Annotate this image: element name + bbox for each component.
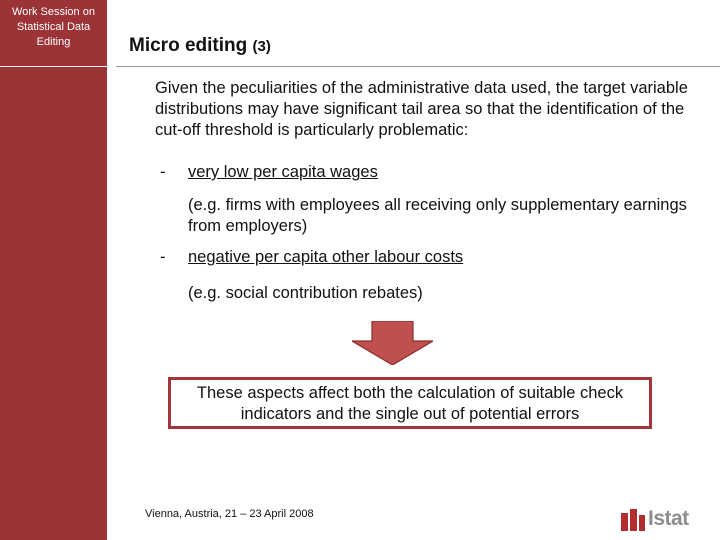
intro-paragraph: Given the peculiarities of the administrative data used, the target variable distributions may have significant tail area so that the identification of the cut-off threshold is particularly problematic:	[155, 79, 688, 139]
bullet-note: (e.g. social contribution rebates)	[188, 284, 423, 302]
bullet-dash: -	[160, 163, 166, 181]
down-arrow-icon	[352, 321, 433, 365]
istat-logo-icon	[620, 509, 646, 531]
footer-text: Vienna, Austria, 21 – 23 April 2008	[145, 508, 314, 520]
bullet-item-negative-labour-costs: negative per capita other labour costs	[188, 248, 464, 266]
sidebar-title-line: Editing	[36, 36, 71, 48]
slide-title	[129, 35, 271, 57]
sidebar-title-line: Statistical Data	[16, 21, 91, 33]
callout-box	[168, 377, 652, 429]
bullet-dash: -	[160, 248, 166, 266]
sidebar-title	[0, 5, 107, 50]
bullet-item-low-wages: very low per capita wages	[188, 163, 378, 181]
sidebar	[0, 0, 107, 540]
istat-logo-text: Istat	[648, 507, 689, 530]
bullet-note: (e.g. firms with employees all receiving only supplementary earnings from employers)	[188, 196, 687, 235]
callout-text: These aspects affect both the calculation of suitable check indicators and the single out of potential errors	[196, 384, 624, 423]
title-divider	[116, 66, 720, 67]
slide-title-text: Micro editing	[129, 35, 248, 56]
istat-logo	[620, 507, 712, 533]
slide-title-suffix: (3)	[252, 38, 271, 55]
sidebar-title-line: Work Session on	[12, 6, 95, 18]
sidebar-divider	[0, 66, 107, 67]
